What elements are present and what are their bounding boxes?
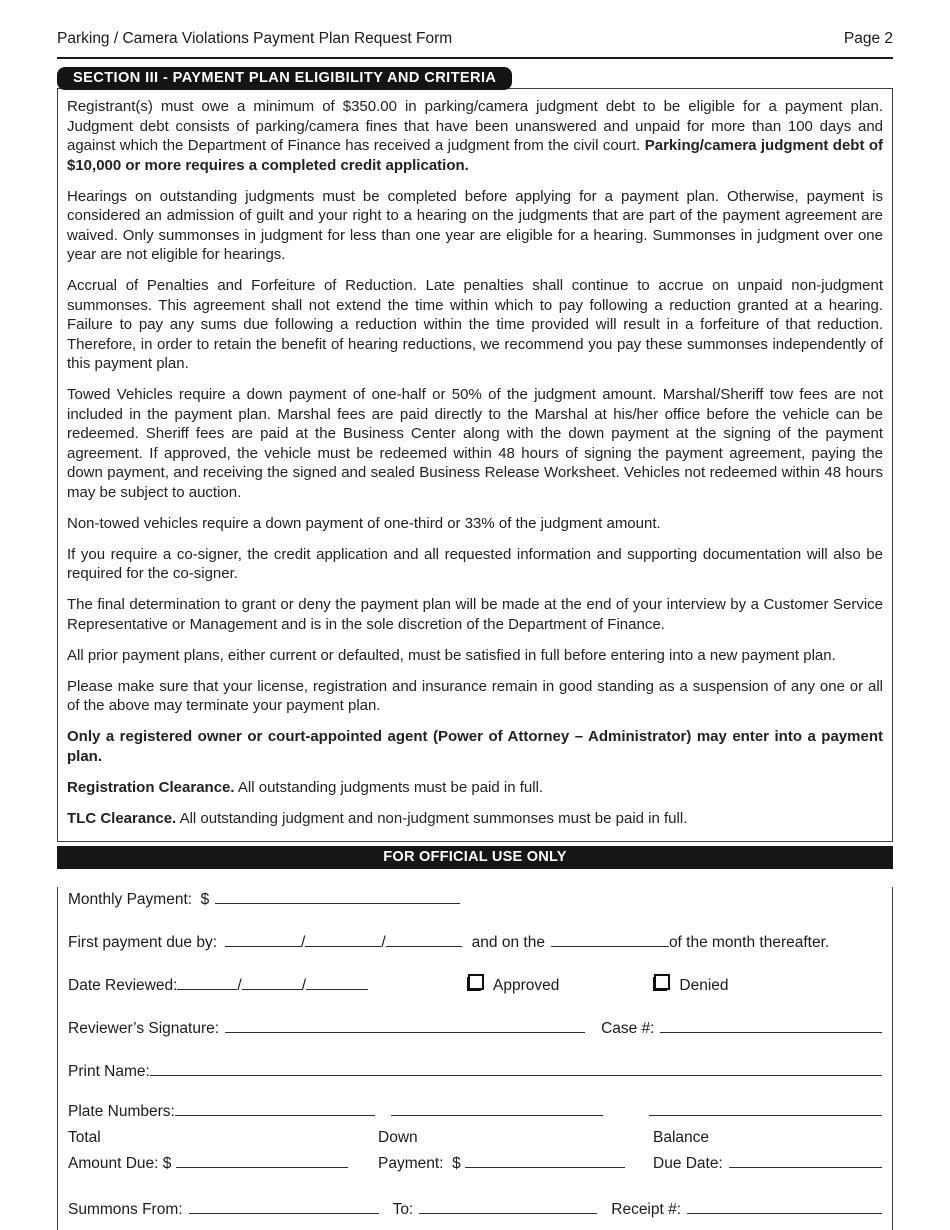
official-use-bar: FOR OFFICIAL USE ONLY xyxy=(57,846,893,869)
denied-label: Denied xyxy=(679,976,729,994)
first-payment-row xyxy=(68,930,882,952)
plate-number-field-3[interactable] xyxy=(649,1099,882,1116)
paragraph-bold-lead: Registration Clearance. xyxy=(67,778,235,796)
page-header xyxy=(57,30,893,48)
payment-line xyxy=(378,1151,653,1173)
down-payment-field[interactable] xyxy=(465,1151,625,1168)
balance-label-line xyxy=(653,1129,882,1151)
header-rule xyxy=(57,57,893,59)
paragraph-text: All outstanding judgments must be paid in full. xyxy=(237,778,544,796)
down-payment-column xyxy=(378,1129,653,1173)
month-thereafter-label: of the month thereafter. xyxy=(668,933,830,951)
due-date-label: Due Date: xyxy=(653,1154,723,1172)
due-date-line xyxy=(653,1151,882,1173)
paragraph-bold-text: Only a registered owner or court-appointed agent (Power of Attorney – Administrator) may enter into a payment plan. xyxy=(67,728,883,765)
reviewer-signature-row xyxy=(68,1016,882,1038)
date-reviewed-label: Date Reviewed: xyxy=(68,976,178,994)
reviewer-signature-label: Reviewer’s Signature: xyxy=(68,1019,220,1037)
section3-heading: SECTION III - PAYMENT PLAN ELIGIBILITY AND CRITERIA xyxy=(57,67,512,90)
first-payment-date-field-2[interactable] xyxy=(305,930,381,947)
down-label-line xyxy=(378,1129,653,1151)
plate-numbers-label: Plate Numbers: xyxy=(68,1102,175,1120)
amount-due-line xyxy=(68,1151,378,1173)
paragraph-10 xyxy=(67,727,883,766)
date-reviewed-field-2[interactable] xyxy=(242,973,302,990)
paragraph-text: All outstanding judgment and non-judgment summonses must be paid in full. xyxy=(179,809,688,827)
denied-checkbox[interactable] xyxy=(654,974,670,990)
date-reviewed-field-1[interactable] xyxy=(177,973,237,990)
monthly-payment-label: Monthly Payment: $ xyxy=(68,890,210,908)
summons-from-field[interactable] xyxy=(189,1197,379,1214)
recurring-day-field[interactable] xyxy=(551,930,669,947)
paragraph-11 xyxy=(67,778,883,798)
monthly-payment-row xyxy=(68,887,882,909)
paragraph-text: Registrant(s) must owe a minimum of $350.00 in parking/camera judgment debt to be eligible for a payment plan. Judgment debt consists of parking/camera fines that have been unanswered and unpaid for more than 100 days and against which the Department of Finance has received a judgment from the civil court. xyxy=(67,98,883,154)
print-name-row xyxy=(68,1059,882,1081)
down-payment-label: Payment: $ xyxy=(378,1154,461,1172)
print-name-label: Print Name: xyxy=(68,1062,150,1080)
total-label: Total xyxy=(68,1128,101,1146)
total-label-line xyxy=(68,1129,378,1151)
paragraph-9: Please make sure that your license, registration and insurance remain in good standing as a suspension of any one or all of the above may terminate your payment plan. xyxy=(67,677,883,714)
first-payment-label: First payment due by: xyxy=(68,933,218,951)
paragraph-7: The final determination to grant or deny the payment plan will be made at the end of your interview by a Customer Service Representative or Management and is in the sole discretion of the Department of Finance. xyxy=(67,596,883,633)
slash: / xyxy=(381,933,386,951)
total-amount-column xyxy=(68,1129,378,1173)
paragraph-4: Towed Vehicles require a down payment of one-half or 50% of the judgment amount. Marshal/Sheriff tow fees are not included in the payment plan. Marshal fees are paid directly to the Marshal at his/her office before the vehicle can be redeemed. Sheriff fees are paid at the Business Center along with the down payment at the signing of the payment agreement. If approved, the vehicle must be redeemed within 48 hours of signing the payment agreement, paying the down payment, and receiving the signed and sealed Business Release Worksheet. Vehicles not redeemed within 48 hours may be subject to auction. xyxy=(67,386,883,501)
monthly-payment-field[interactable] xyxy=(215,887,460,904)
case-number-label: Case #: xyxy=(601,1019,655,1037)
balance-due-date-field[interactable] xyxy=(729,1151,882,1168)
receipt-number-field[interactable] xyxy=(687,1197,882,1214)
reviewer-signature-field[interactable] xyxy=(225,1016,585,1033)
summons-to-label: To: xyxy=(392,1200,414,1218)
paragraph-12 xyxy=(67,809,883,829)
paragraph-2: Hearings on outstanding judgments must be completed before applying for a payment plan. Otherwise, payment is considered an admission of guilt and your right to a hearing on the judgments that are part of the payment agreement are waived. Only summonses in judgment for less than one year are eligible for a hearing. Summonses in judgment over one year are not eligible for hearings. xyxy=(67,187,883,263)
approved-label: Approved xyxy=(493,976,560,994)
summons-row xyxy=(68,1197,882,1219)
paragraph-5: Non-towed vehicles require a down payment of one-third or 33% of the judgment amount. xyxy=(67,514,661,532)
summons-to-field[interactable] xyxy=(419,1197,597,1214)
balance-label: Balance xyxy=(653,1128,710,1146)
paragraph-3: Accrual of Penalties and Forfeiture of Reduction. Late penalties shall continue to accrue on unpaid non-judgment summonses. This agreement shall not extend the time within which to pay following a reduction granted at a hearing. Failure to pay any sums due following a reduction within the time provided will result in a forfeiture of that reduction. Therefore, in order to retain the benefit of hearing reductions, we recommend you pay these summonses independently of this payment plan. xyxy=(67,277,883,372)
and-on-the-label: and on the xyxy=(471,933,545,951)
print-name-field[interactable] xyxy=(150,1059,882,1076)
date-reviewed-row xyxy=(68,973,882,995)
first-payment-date-field-1[interactable] xyxy=(225,930,301,947)
official-use-box xyxy=(57,887,893,1230)
plate-number-field-2[interactable] xyxy=(391,1099,603,1116)
paragraph-bold-lead: TLC Clearance. xyxy=(67,809,177,827)
slash: / xyxy=(237,976,242,994)
paragraph-6: If you require a co-signer, the credit application and all requested information and supporting documentation will also be required for the co-signer. xyxy=(67,545,883,582)
paragraph-8: All prior payment plans, either current or defaulted, must be satisfied in full before entering into a new payment plan. xyxy=(67,646,836,664)
total-amount-due-field[interactable] xyxy=(176,1151,348,1168)
receipt-number-label: Receipt #: xyxy=(611,1200,682,1218)
criteria-box xyxy=(57,88,893,842)
amount-due-label: Amount Due: $ xyxy=(68,1154,176,1172)
document-title: Parking / Camera Violations Payment Plan Request Form xyxy=(57,30,453,47)
down-label: Down xyxy=(378,1128,418,1146)
page-number: Page 2 xyxy=(843,30,893,47)
slash: / xyxy=(301,976,307,994)
balance-column xyxy=(653,1129,882,1173)
first-payment-date-field-3[interactable] xyxy=(386,930,462,947)
slash: / xyxy=(301,933,306,951)
plate-numbers-row xyxy=(68,1099,882,1121)
case-number-field[interactable] xyxy=(660,1016,882,1033)
plate-number-field-1[interactable] xyxy=(175,1099,375,1116)
paragraph-1 xyxy=(67,97,883,175)
totals-row xyxy=(68,1129,882,1173)
summons-from-label: Summons From: xyxy=(68,1200,183,1218)
date-reviewed-field-3[interactable] xyxy=(306,973,368,990)
paragraph-bold-text: Parking/camera judgment debt of $10,000 or more requires a completed credit application. xyxy=(67,137,883,174)
approved-checkbox[interactable] xyxy=(468,974,484,990)
